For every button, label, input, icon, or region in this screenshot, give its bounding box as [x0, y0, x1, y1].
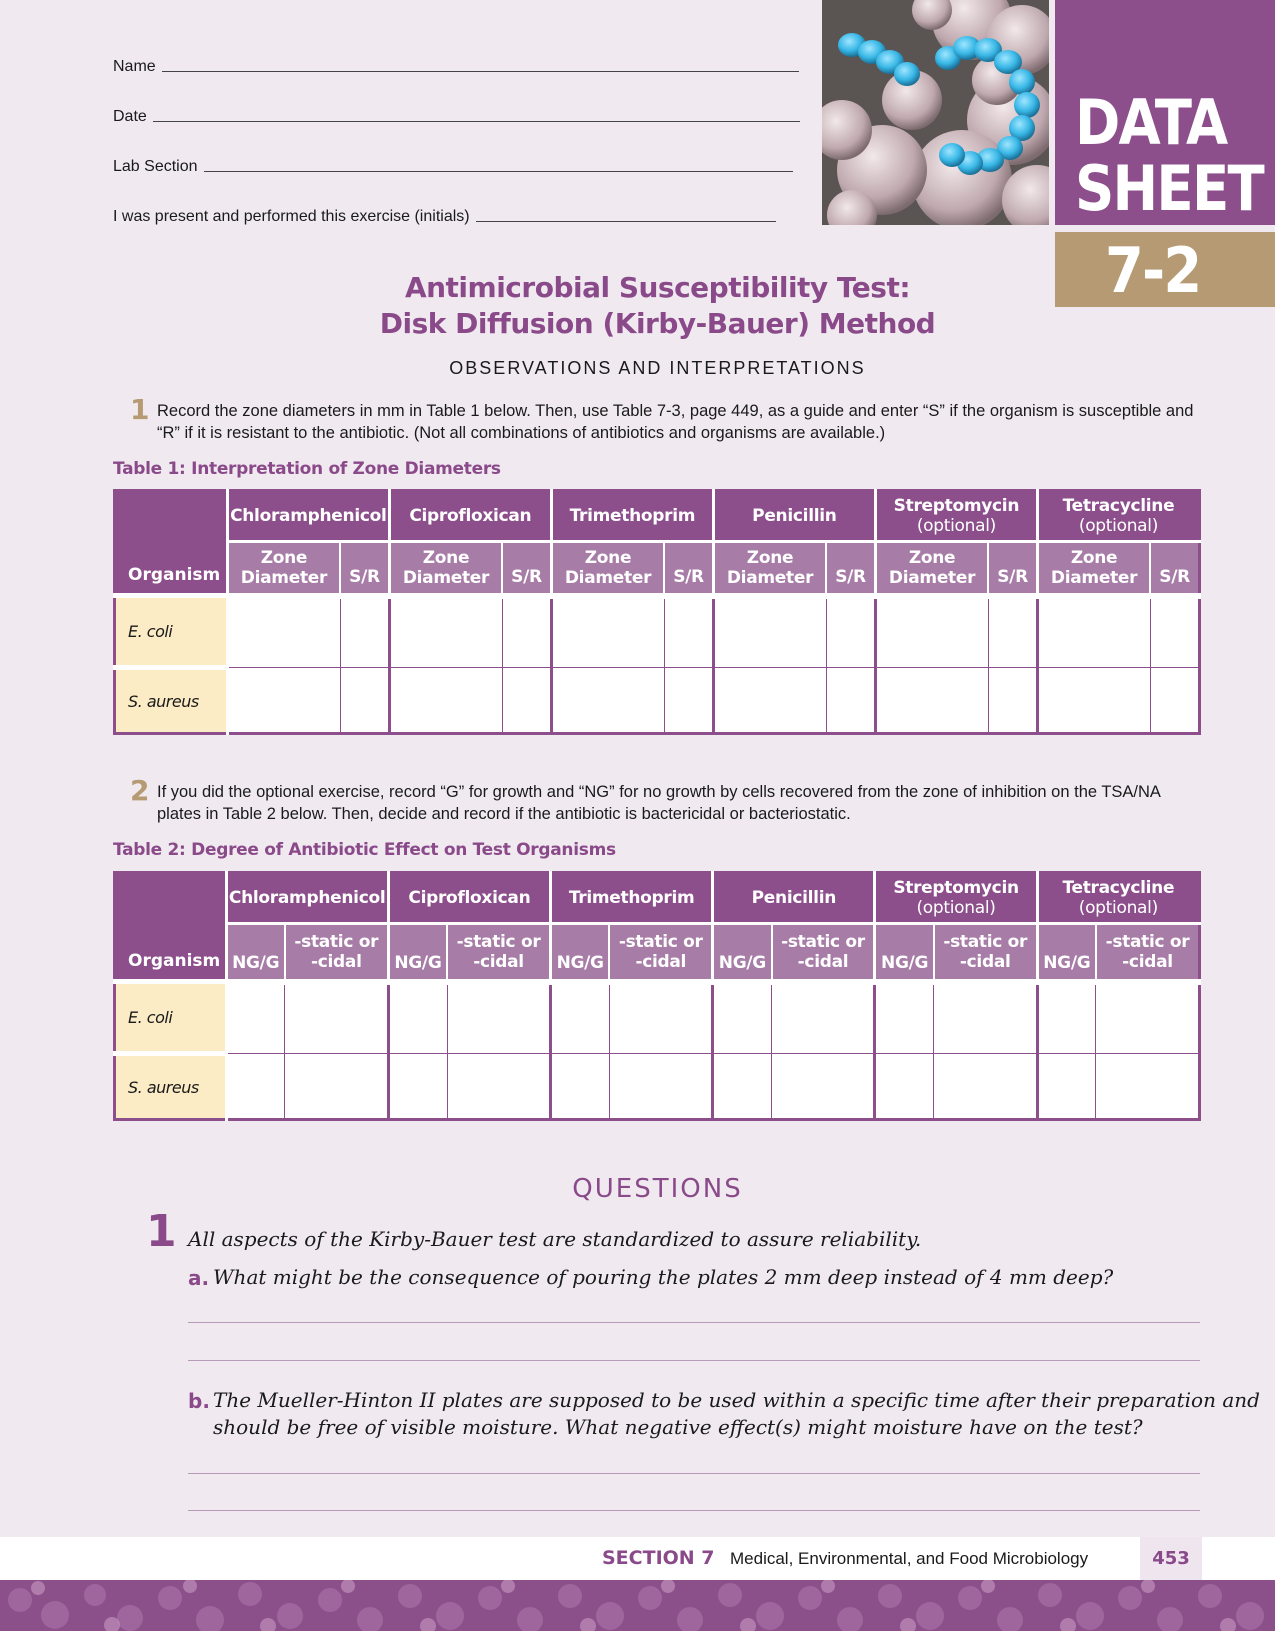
t1-input-cell[interactable]: [988, 668, 1037, 734]
t2-sub-static-l1: -static or: [456, 931, 541, 952]
t1-sub-zone-diameter: [389, 542, 502, 596]
question-1a-text: What might be the consequence of pouring the plates 2 mm deep instead of 4 mm deep?: [213, 1265, 1114, 1289]
question-1-number: 1: [146, 1206, 175, 1257]
t1-input-cell[interactable]: [826, 668, 875, 734]
table-1-row-s-aureus: [115, 668, 1200, 734]
step-1-instructions: Record the zone diameters in mm in Table 1 below. Then, use Table 7-3, page 449, as a guide and enter “S” if the organism is susceptible and “R” if it is resistant to the antibiotic. (Not all combinations of antibiotics and organisms are available.): [157, 402, 1194, 442]
t1-input-cell[interactable]: [988, 596, 1037, 668]
t2-input-cell[interactable]: [713, 982, 772, 1054]
table-1-organism-header: Organism: [115, 491, 228, 596]
t1-sub-sr: S/R: [340, 542, 389, 596]
footer-description: Medical, Environmental, and Food Microbiology: [730, 1549, 1089, 1568]
table-1-header-streptomycin: [875, 491, 1037, 542]
t2-sub-ng-g: NG/G: [226, 924, 285, 982]
t2-sub-ng-g: NG/G: [1037, 924, 1096, 982]
t1-input-cell[interactable]: [340, 668, 389, 734]
date-field[interactable]: [113, 108, 800, 126]
table-2-header-ciprofloxican: [388, 873, 550, 924]
t2-sub-static-cidal: [609, 924, 712, 982]
question-1b-text-line-1: The Mueller-Hinton II plates are supposed to be used within a specific time after their preparation and: [213, 1388, 1260, 1412]
t1-organism-e-coli: E. coli: [115, 596, 228, 668]
table-1-row-e-coli: [115, 596, 1200, 668]
table-2-antibiotic-effect: [113, 871, 1201, 1121]
t2-optional-note: (optional): [916, 898, 996, 918]
t1-sub-sr: S/R: [664, 542, 713, 596]
t2-input-cell[interactable]: [226, 982, 285, 1054]
t1-input-cell[interactable]: [227, 596, 340, 668]
lab-section-line[interactable]: [204, 170, 793, 172]
t2-input-cell[interactable]: [285, 982, 388, 1054]
page-footer: [0, 1537, 1275, 1580]
data-sheet-badge: [1055, 0, 1275, 225]
bacteria-micrograph-image: [822, 0, 1049, 225]
t1-sub-zone-l1: Zone: [908, 547, 956, 568]
t2-sub-static-l2: -cidal: [959, 951, 1011, 972]
t1-input-cell[interactable]: [340, 596, 389, 668]
t2-sub-static-cidal: [1096, 924, 1200, 982]
question-1-text: All aspects of the Kirby-Bauer test are standardized to assure reliability.: [188, 1227, 922, 1251]
t2-input-cell[interactable]: [1096, 982, 1200, 1054]
t1-organism-s-aureus: S. aureus: [115, 668, 228, 734]
t2-sub-static-l1: -static or: [1105, 931, 1190, 952]
table-2-organism-header: Organism: [115, 873, 227, 982]
t1-antibiotic-name: Trimethoprim: [569, 506, 696, 526]
t1-antibiotic-name: Streptomycin: [893, 496, 1020, 516]
table-1-header-trimethoprim: [551, 491, 713, 542]
t2-input-cell[interactable]: [609, 982, 712, 1054]
table-1-caption: Table 1: Interpretation of Zone Diameters: [113, 459, 501, 479]
t1-sub-zone-l2: Diameter: [888, 567, 976, 588]
t2-input-cell[interactable]: [875, 982, 934, 1054]
t2-antibiotic-name: Chloramphenicol: [228, 888, 386, 908]
t2-sub-static-cidal: [772, 924, 875, 982]
footer-section: SECTION 7: [602, 1547, 715, 1569]
table-2-header-chloramphenicol: [226, 873, 388, 924]
bacteria-pattern-decoration: [0, 1580, 1275, 1631]
t1-input-cell[interactable]: [875, 596, 988, 668]
t2-sub-static-l1: -static or: [943, 931, 1028, 952]
answer-line-1b-1[interactable]: [188, 1473, 1200, 1474]
table-2-header-tetracycline: [1037, 873, 1199, 924]
badge-line-sheet: SHEET: [1075, 152, 1263, 225]
t2-sub-ng-g: NG/G: [551, 924, 610, 982]
t2-antibiotic-name: Tetracycline: [1062, 878, 1175, 898]
t1-sub-zone-l2: Diameter: [564, 567, 652, 588]
t1-input-cell[interactable]: [664, 668, 713, 734]
t2-input-cell[interactable]: [1096, 1054, 1200, 1120]
t1-sub-zone-l1: Zone: [260, 547, 308, 568]
t1-input-cell[interactable]: [1150, 596, 1199, 668]
t2-sub-static-cidal: [285, 924, 388, 982]
t1-input-cell[interactable]: [1150, 668, 1199, 734]
t2-sub-ng-g: NG/G: [875, 924, 934, 982]
t1-input-cell[interactable]: [502, 596, 551, 668]
initials-label: I was present and performed this exercise (initials): [113, 208, 470, 225]
t2-input-cell[interactable]: [226, 1054, 285, 1120]
t1-input-cell[interactable]: [551, 668, 664, 734]
t1-sub-zone-l2: Diameter: [1050, 567, 1138, 588]
page-number: 453: [1140, 1537, 1202, 1580]
data-sheet-number: 7-2: [1105, 234, 1201, 307]
t2-antibiotic-name: Trimethoprim: [568, 888, 695, 908]
title-line-2: Disk Diffusion (Kirby-Bauer) Method: [379, 307, 936, 340]
t2-input-cell[interactable]: [934, 982, 1037, 1054]
table-2-header-penicillin: [713, 873, 875, 924]
t2-input-cell[interactable]: [875, 1054, 934, 1120]
table-1-header-tetracycline: [1037, 491, 1199, 542]
name-line[interactable]: [162, 70, 799, 72]
table-2-row-s-aureus: [115, 1054, 1200, 1120]
table-1-header-penicillin: [713, 491, 875, 542]
t2-input-cell[interactable]: [551, 1054, 610, 1120]
questions-heading: QUESTIONS: [572, 1174, 743, 1204]
answer-line-1b-2[interactable]: [188, 1510, 1200, 1511]
t2-input-cell[interactable]: [609, 1054, 712, 1120]
question-1b-letter: b.: [188, 1389, 210, 1413]
t2-input-cell[interactable]: [772, 1054, 875, 1120]
t1-sub-zone-diameter: [551, 542, 664, 596]
t2-antibiotic-name: Penicillin: [751, 888, 837, 908]
t2-sub-static-cidal: [934, 924, 1037, 982]
date-line[interactable]: [153, 120, 800, 122]
t1-input-cell[interactable]: [227, 668, 340, 734]
initials-line[interactable]: [476, 220, 776, 222]
t1-optional-note: (optional): [916, 516, 996, 536]
t1-sub-zone-diameter: [875, 542, 988, 596]
t2-input-cell[interactable]: [1037, 982, 1096, 1054]
t2-input-cell[interactable]: [388, 982, 447, 1054]
t1-optional-note: (optional): [1078, 516, 1159, 536]
subtitle: OBSERVATIONS AND INTERPRETATIONS: [449, 358, 866, 378]
t2-sub-static-l1: -static or: [781, 931, 865, 952]
step-2-instructions: If you did the optional exercise, record “G” for growth and “NG” for no growth by cells recovered from the zone of inhibition on the TSA/NA plates in Table 2 below. Then, decide and record if the antibiotic is bactericidal or bacteriostatic.: [157, 783, 1161, 823]
title-line-1: Antimicrobial Susceptibility Test:: [404, 271, 911, 304]
badge-line-data: DATA: [1075, 86, 1227, 159]
t1-input-cell[interactable]: [713, 596, 826, 668]
name-field[interactable]: [113, 58, 799, 76]
t2-sub-static-cidal: [447, 924, 550, 982]
t2-sub-static-l2: -cidal: [797, 951, 849, 972]
t1-antibiotic-name: Chloramphenicol: [230, 506, 387, 526]
t2-sub-static-l2: -cidal: [635, 951, 687, 972]
answer-line-1a-1[interactable]: [188, 1322, 1200, 1323]
t2-antibiotic-name: Streptomycin: [893, 878, 1019, 898]
table-1-zone-diameters: [113, 489, 1201, 735]
t2-sub-static-l1: -static or: [618, 931, 703, 952]
t1-sub-sr: S/R: [1150, 542, 1199, 596]
t1-sub-zone-l1: Zone: [746, 547, 794, 568]
t2-input-cell[interactable]: [713, 1054, 772, 1120]
t1-input-cell[interactable]: [1037, 596, 1150, 668]
t2-input-cell[interactable]: [551, 982, 610, 1054]
t1-sub-zone-l2: Diameter: [726, 567, 814, 588]
t1-sub-zone-diameter: [1037, 542, 1150, 596]
t2-sub-ng-g: NG/G: [713, 924, 772, 982]
t1-sub-sr: S/R: [502, 542, 551, 596]
answer-line-1a-2[interactable]: [188, 1360, 1200, 1361]
t1-input-cell[interactable]: [664, 596, 713, 668]
t1-antibiotic-name: Tetracycline: [1062, 496, 1175, 516]
t2-sub-ng-g: NG/G: [388, 924, 447, 982]
t1-input-cell[interactable]: [875, 668, 988, 734]
t2-input-cell[interactable]: [285, 1054, 388, 1120]
t2-optional-note: (optional): [1078, 898, 1158, 918]
t2-sub-static-l2: -cidal: [1122, 951, 1173, 972]
t2-input-cell[interactable]: [772, 982, 875, 1054]
lab-section-field[interactable]: [113, 158, 793, 176]
table-2-header-trimethoprim: [551, 873, 713, 924]
t1-input-cell[interactable]: [389, 668, 502, 734]
t1-antibiotic-name: Penicillin: [752, 506, 837, 526]
t1-input-cell[interactable]: [826, 596, 875, 668]
t2-sub-static-l2: -cidal: [473, 951, 524, 972]
t1-sub-sr: S/R: [988, 542, 1037, 596]
date-label: Date: [113, 108, 147, 125]
t2-input-cell[interactable]: [934, 1054, 1037, 1120]
table-2-header-streptomycin: [875, 873, 1037, 924]
t2-input-cell[interactable]: [388, 1054, 447, 1120]
initials-field[interactable]: [113, 208, 776, 226]
table-1-header-ciprofloxican: [389, 491, 551, 542]
decorative-bottom-band: [0, 1580, 1275, 1631]
question-1b-text-line-2: should be free of visible moisture. What negative effect(s) might moisture have on the test?: [213, 1415, 1143, 1439]
t2-sub-static-l1: -static or: [294, 931, 379, 952]
t2-antibiotic-name: Ciprofloxican: [408, 888, 531, 908]
t1-sub-zone-l2: Diameter: [240, 567, 328, 588]
micrograph-illustration: [822, 0, 1049, 225]
t2-input-cell[interactable]: [447, 982, 550, 1054]
table-1-header-chloramphenicol: [227, 491, 389, 542]
t1-sub-sr: S/R: [826, 542, 875, 596]
step-1-number: 1: [130, 393, 150, 426]
table-2-caption: Table 2: Degree of Antibiotic Effect on Test Organisms: [113, 840, 616, 860]
t1-antibiotic-name: Ciprofloxican: [409, 506, 532, 526]
step-2-number: 2: [130, 774, 150, 807]
t1-sub-zone-diameter: [713, 542, 826, 596]
t2-sub-static-l2: -cidal: [310, 951, 362, 972]
t2-input-cell[interactable]: [1037, 1054, 1096, 1120]
t2-input-cell[interactable]: [447, 1054, 550, 1120]
question-1a-letter: a.: [188, 1266, 210, 1290]
t1-input-cell[interactable]: [551, 596, 664, 668]
t1-sub-zone-l2: Diameter: [402, 567, 490, 588]
t1-sub-zone-l1: Zone: [422, 547, 470, 568]
t1-sub-zone-l1: Zone: [1070, 547, 1118, 568]
t1-input-cell[interactable]: [502, 668, 551, 734]
t1-input-cell[interactable]: [1037, 668, 1150, 734]
table-2-row-e-coli: [115, 982, 1200, 1054]
t1-input-cell[interactable]: [389, 596, 502, 668]
t1-input-cell[interactable]: [713, 668, 826, 734]
t2-organism-s-aureus: S. aureus: [115, 1054, 227, 1120]
t2-organism-e-coli: E. coli: [115, 982, 227, 1054]
lab-section-label: Lab Section: [113, 158, 198, 175]
t1-sub-zone-diameter: [227, 542, 340, 596]
name-label: Name: [113, 58, 156, 75]
t1-sub-zone-l1: Zone: [584, 547, 632, 568]
